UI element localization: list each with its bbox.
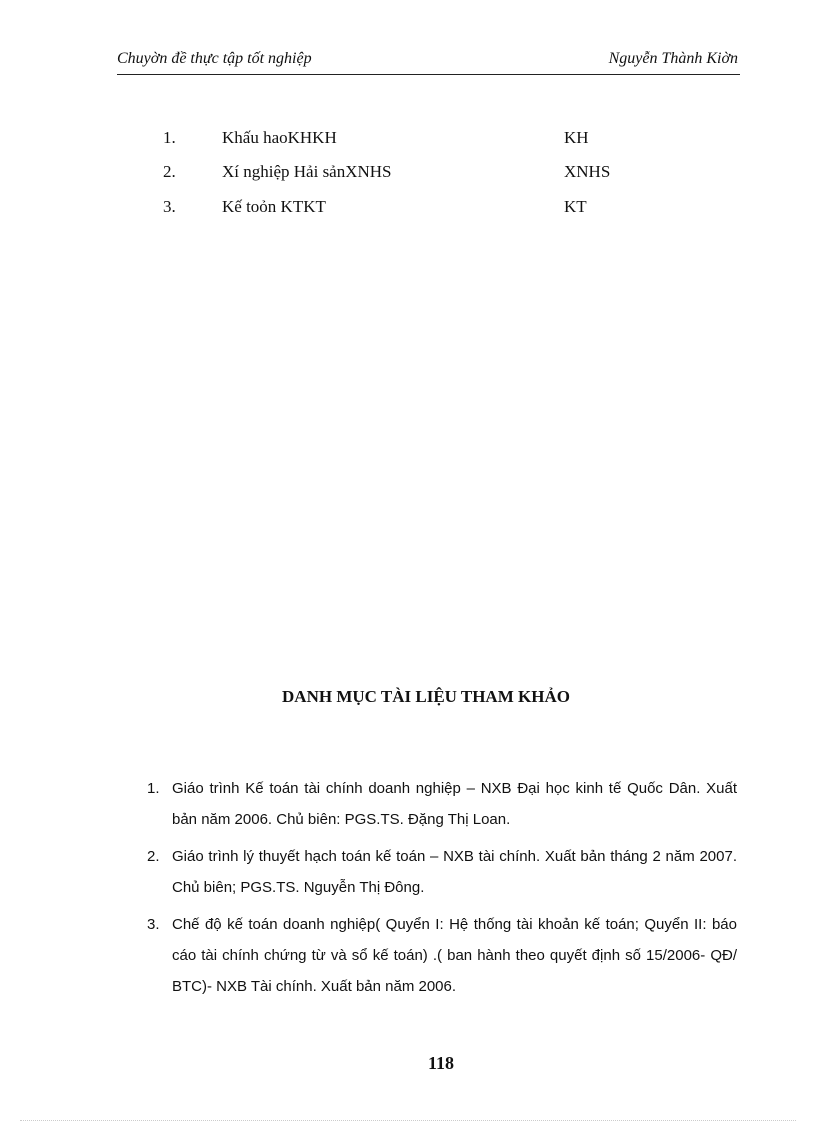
- abbreviation-term: Xí nghiệp Hải sảnXNHS: [222, 162, 392, 181]
- abbreviation-number: 2.: [163, 162, 176, 181]
- abbreviation-term: Khấu haoKHKH: [222, 128, 337, 147]
- abbreviation-row: [0, 197, 816, 221]
- abbreviation-code: XNHS: [564, 162, 611, 181]
- reference-text: Giáo trình Kế toán tài chính doanh nghiệp – NXB Đại học kinh tế Quốc Dân. Xuất bản năm 2006. Chủ biên: PGS.TS. Đặng Thị Loan.: [172, 780, 737, 828]
- reference-text: Giáo trình lý thuyết hạch toán kế toán – NXB tài chính. Xuất bản tháng 2 năm 2007. Chủ biên; PGS.TS. Nguyễn Thị Đông.: [172, 848, 737, 896]
- reference-number: 1.: [147, 780, 160, 797]
- abbreviation-code: KH: [564, 128, 589, 147]
- abbreviation-row: [0, 162, 816, 186]
- page-header: [117, 48, 740, 75]
- abbreviation-number: 1.: [163, 128, 176, 147]
- header-author: Nguyễn Thành Kiờn: [608, 50, 738, 67]
- abbreviation-number: 3.: [163, 197, 176, 216]
- reference-text: Chế độ kế toán doanh nghiệp( Quyển I: Hệ thống tài khoản kế toán; Quyển II: báo cáo tài chính chứng từ và sổ kế toán) .( ban hành theo quyết định số 15/2006- QĐ/ BTC)- NXB Tài chính. Xuất bản năm 2006.: [172, 916, 737, 995]
- abbreviation-term: Kế toỏn KTKT: [222, 197, 326, 216]
- page-number: 118: [427, 1053, 454, 1073]
- reference-number: 2.: [147, 848, 160, 865]
- references-title: DANH MỤC TÀI LIỆU THAM KHẢO: [282, 687, 570, 706]
- page-bottom-divider: [20, 1120, 796, 1121]
- reference-number: 3.: [147, 916, 160, 933]
- abbreviation-row: [0, 128, 816, 152]
- abbreviation-code: KT: [564, 197, 587, 216]
- header-document-title: Chuyờn đề thực tập tốt nghiệp: [117, 50, 312, 67]
